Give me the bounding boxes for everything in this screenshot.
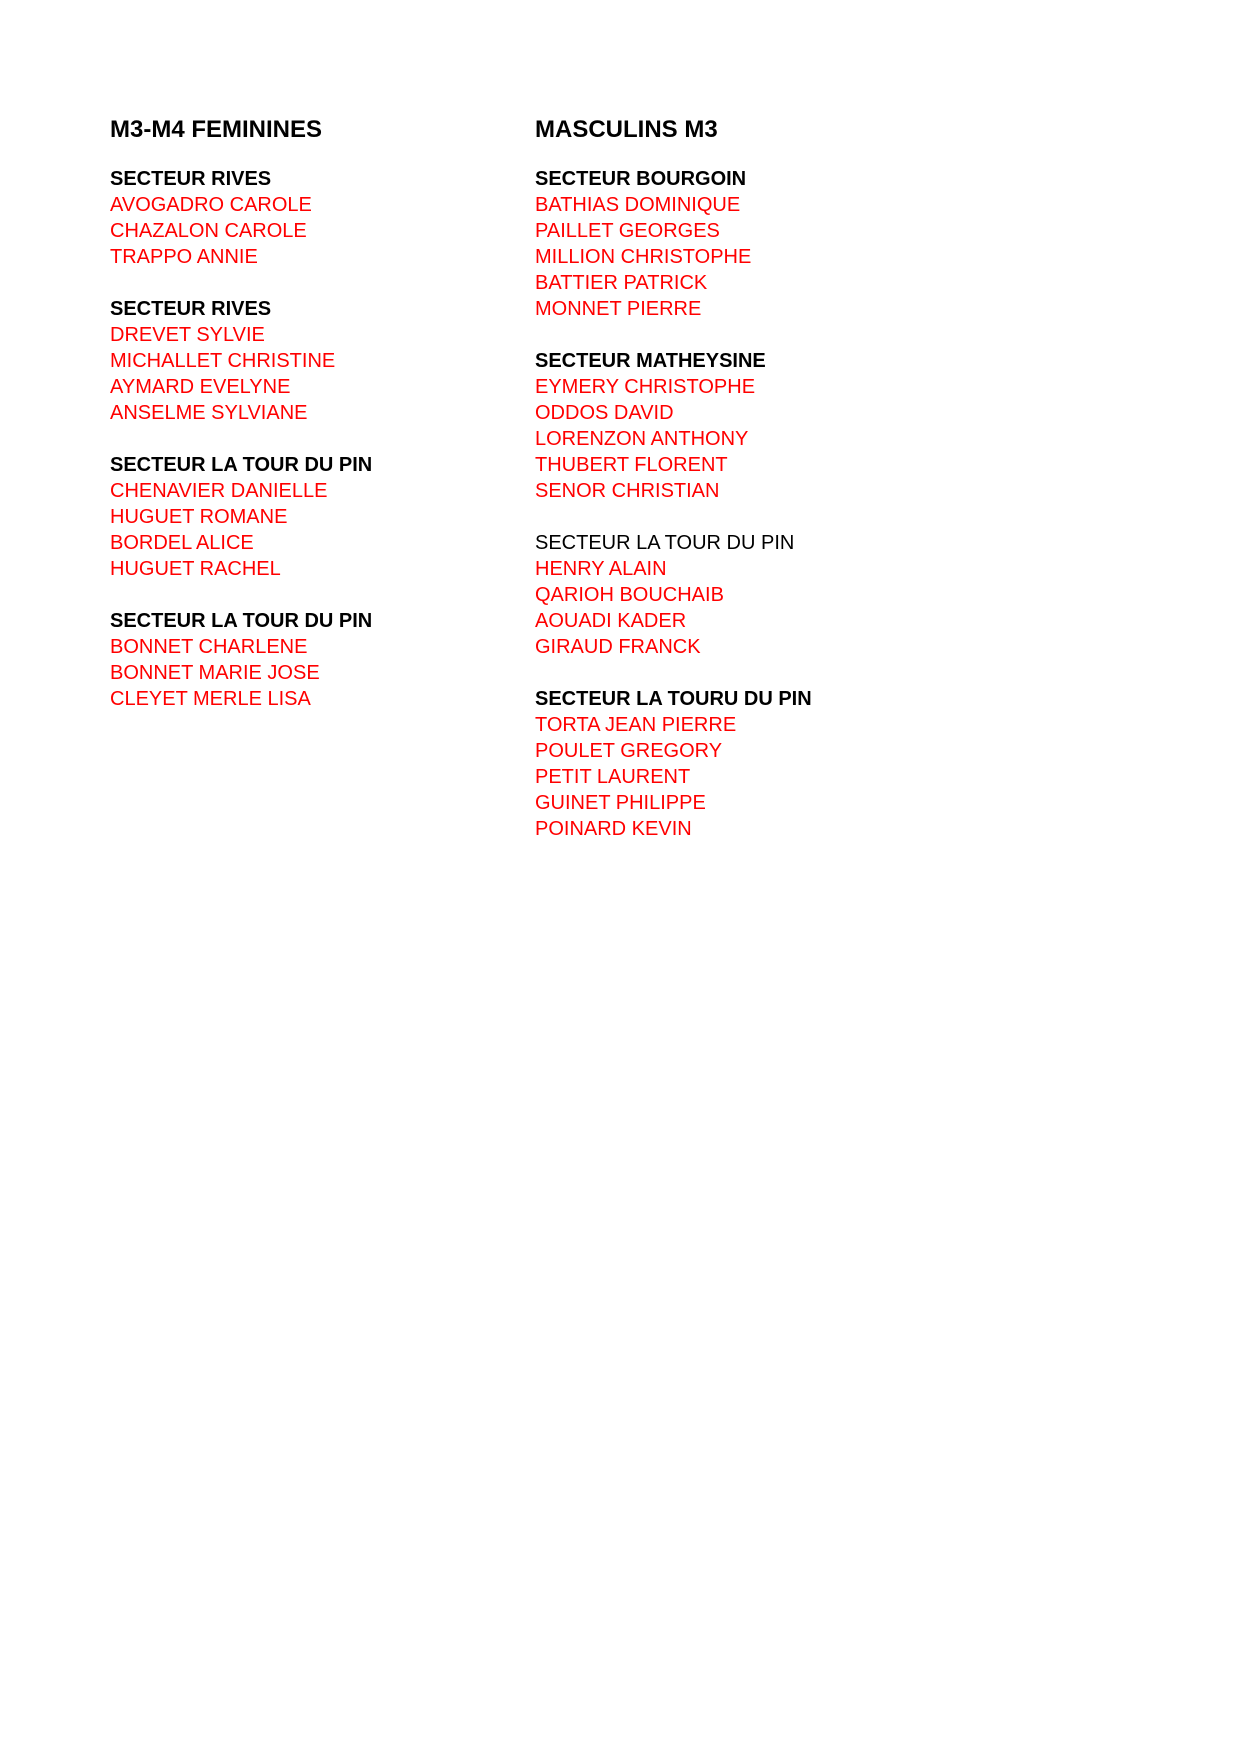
athlete-name: QARIOH BOUCHAIB <box>535 584 724 606</box>
athlete-name: CHENAVIER DANIELLE <box>110 480 328 502</box>
athlete-name: ANSELME SYLVIANE <box>110 402 308 424</box>
athlete-name: POINARD KEVIN <box>535 818 692 840</box>
athlete-name: AVOGADRO CAROLE <box>110 194 312 216</box>
athlete-name: GIRAUD FRANCK <box>535 636 701 658</box>
athlete-name: THUBERT FLORENT <box>535 454 728 476</box>
athlete-name: SENOR CHRISTIAN <box>535 480 720 502</box>
athlete-name: PAILLET GEORGES <box>535 220 720 242</box>
athlete-name: DREVET SYLVIE <box>110 324 265 346</box>
sector-block <box>110 296 530 426</box>
athlete-name: BONNET MARIE JOSE <box>110 662 320 684</box>
athlete-name: HENRY ALAIN <box>535 558 667 580</box>
column-feminines <box>110 112 530 738</box>
sector-block <box>110 166 530 270</box>
athlete-name: TRAPPO ANNIE <box>110 246 258 268</box>
athlete-name: PETIT LAURENT <box>535 766 691 788</box>
section-list <box>535 166 955 842</box>
athlete-name: BONNET CHARLENE <box>110 636 308 658</box>
athlete-name: CLEYET MERLE LISA <box>110 688 311 710</box>
sector-title: SECTEUR LA TOURU DU PIN <box>535 688 812 710</box>
sector-title: SECTEUR LA TOUR DU PIN <box>110 454 373 476</box>
athlete-name: AOUADI KADER <box>535 610 687 632</box>
athlete-name: ODDOS DAVID <box>535 402 674 424</box>
athlete-name: GUINET PHILIPPE <box>535 792 706 814</box>
column-title: MASCULINS M3 <box>535 116 718 143</box>
athlete-name: MONNET PIERRE <box>535 298 702 320</box>
athlete-name: EYMERY CHRISTOPHE <box>535 376 756 398</box>
sector-title: SECTEUR BOURGOIN <box>535 168 747 190</box>
sector-title: SECTEUR MATHEYSINE <box>535 350 766 372</box>
athlete-name: BATHIAS DOMINIQUE <box>535 194 741 216</box>
athlete-name: HUGUET ROMANE <box>110 506 288 528</box>
sector-title: SECTEUR RIVES <box>110 298 272 320</box>
column-masculins <box>535 112 955 868</box>
sector-block <box>535 166 955 322</box>
sector-block <box>535 530 955 660</box>
athlete-name: BATTIER PATRICK <box>535 272 708 294</box>
athlete-name: CHAZALON CAROLE <box>110 220 307 242</box>
column-title: M3-M4 FEMININES <box>110 116 323 143</box>
athlete-name: MICHALLET CHRISTINE <box>110 350 336 372</box>
sector-block <box>110 452 530 582</box>
athlete-name: POULET GREGORY <box>535 740 723 762</box>
sector-title: SECTEUR LA TOUR DU PIN <box>110 610 373 632</box>
athlete-name: TORTA JEAN PIERRE <box>535 714 737 736</box>
athlete-name: BORDEL ALICE <box>110 532 254 554</box>
sector-title: SECTEUR LA TOUR DU PIN <box>535 532 795 554</box>
athlete-name: AYMARD EVELYNE <box>110 376 291 398</box>
athlete-name: LORENZON ANTHONY <box>535 428 749 450</box>
sector-title: SECTEUR RIVES <box>110 168 272 190</box>
athlete-name: HUGUET RACHEL <box>110 558 281 580</box>
sector-block <box>110 608 530 712</box>
sector-block <box>535 348 955 504</box>
section-list <box>110 166 530 712</box>
athlete-name: MILLION CHRISTOPHE <box>535 246 752 268</box>
sector-block <box>535 686 955 842</box>
